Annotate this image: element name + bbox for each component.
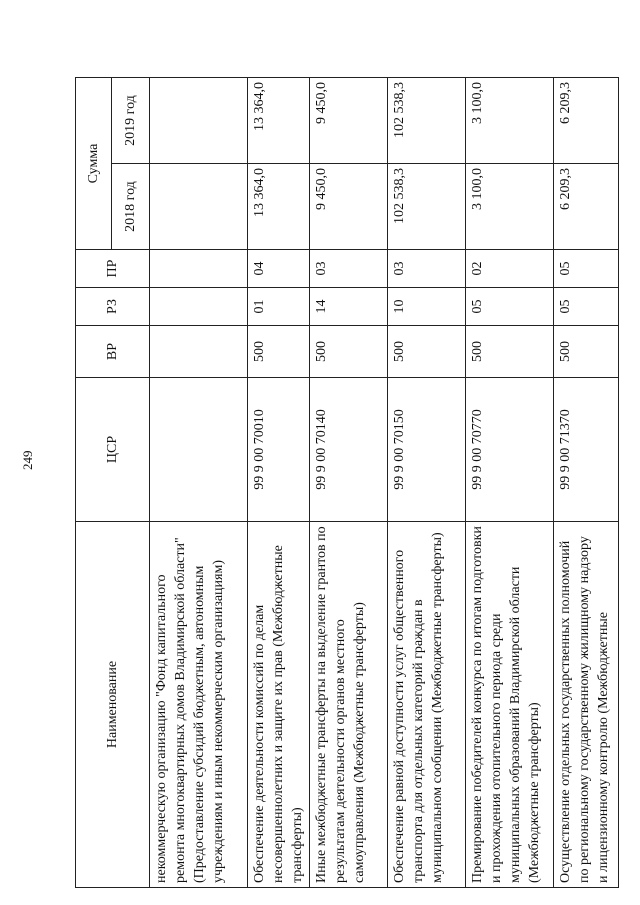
- row-rz: 01: [248, 288, 310, 326]
- row-csr: 99 9 00 70770: [466, 378, 554, 522]
- row-pr: 03: [310, 250, 388, 288]
- row-vr: 500: [554, 326, 619, 378]
- row-sum-2018: 3 100,0: [466, 164, 554, 250]
- row-sum-2018: 13 364,0: [248, 164, 310, 250]
- row-pr: 03: [388, 250, 466, 288]
- row-name: Премирование победителей конкурса по итогам подготовки и прохождения отопительного периода среди муниципальных образований Владимирской области (Межбюджетные трансферты): [466, 522, 554, 888]
- row-name: Обеспечение равной доступности услуг общественного транспорта для отдельных категорий граждан в муниципальном сообщении (Межбюджетные трансферты): [388, 522, 466, 888]
- row-rz: 05: [554, 288, 619, 326]
- row-pr: 02: [466, 250, 554, 288]
- row-vr: 500: [248, 326, 310, 378]
- row-csr: 99 9 00 70010: [248, 378, 310, 522]
- row-rz: [150, 288, 248, 326]
- table-row: [466, 78, 554, 888]
- row-sum-2019: 102 538,3: [388, 78, 466, 164]
- row-sum-2019: 9 450,0: [310, 78, 388, 164]
- header-year-2019: 2019 год: [112, 78, 150, 164]
- row-pr: 04: [248, 250, 310, 288]
- table-row: [388, 78, 466, 888]
- header-rz: РЗ: [76, 288, 150, 326]
- row-vr: 500: [388, 326, 466, 378]
- budget-table: [75, 77, 619, 888]
- row-vr: 500: [466, 326, 554, 378]
- row-csr: 99 9 00 71370: [554, 378, 619, 522]
- header-year-2018: 2018 год: [112, 164, 150, 250]
- header-vr: ВР: [76, 326, 150, 378]
- row-sum-2018: 6 209,3: [554, 164, 619, 250]
- table-row: [310, 78, 388, 888]
- table-row: [150, 78, 248, 888]
- table-row: [248, 78, 310, 888]
- page-number: 249: [20, 450, 35, 470]
- row-name: Обеспечение деятельности комиссий по делам несовершеннолетних и защите их прав (Межбюджетные трансферты): [248, 522, 310, 888]
- budget-table-container: [75, 78, 611, 888]
- table-row: [554, 78, 619, 888]
- row-name: Иные межбюджетные трансферты на выделение грантов по результатам деятельности органов местного самоуправления (Межбюджетные трансферты): [310, 522, 388, 888]
- header-name: Наименование: [76, 522, 150, 888]
- row-sum-2019: 6 209,3: [554, 78, 619, 164]
- header-sum: Сумма: [76, 78, 112, 250]
- header-pr: ПР: [76, 250, 150, 288]
- row-csr: [150, 378, 248, 522]
- row-pr: [150, 250, 248, 288]
- row-pr: 05: [554, 250, 619, 288]
- row-rz: 14: [310, 288, 388, 326]
- row-csr: 99 9 00 70150: [388, 378, 466, 522]
- row-sum-2018: [150, 164, 248, 250]
- row-name: Осуществление отдельных государственных полномочий по региональному государственному жилищному надзору и лицензионному контролю (Межбюджетные: [554, 522, 619, 888]
- row-sum-2019: [150, 78, 248, 164]
- row-sum-2018: 9 450,0: [310, 164, 388, 250]
- row-rz: 10: [388, 288, 466, 326]
- row-name: некоммерческую организацию "Фонд капитального ремонта многоквартирных домов Владимирской области" (Предоставление субсидий бюджетным, автономным учреждениям и иным некоммерческим организациям): [150, 522, 248, 888]
- row-sum-2019: 3 100,0: [466, 78, 554, 164]
- row-vr: [150, 326, 248, 378]
- row-sum-2019: 13 364,0: [248, 78, 310, 164]
- row-vr: 500: [310, 326, 388, 378]
- row-csr: 99 9 00 70140: [310, 378, 388, 522]
- row-rz: 05: [466, 288, 554, 326]
- row-sum-2018: 102 538,3: [388, 164, 466, 250]
- header-csr: ЦСР: [76, 378, 150, 522]
